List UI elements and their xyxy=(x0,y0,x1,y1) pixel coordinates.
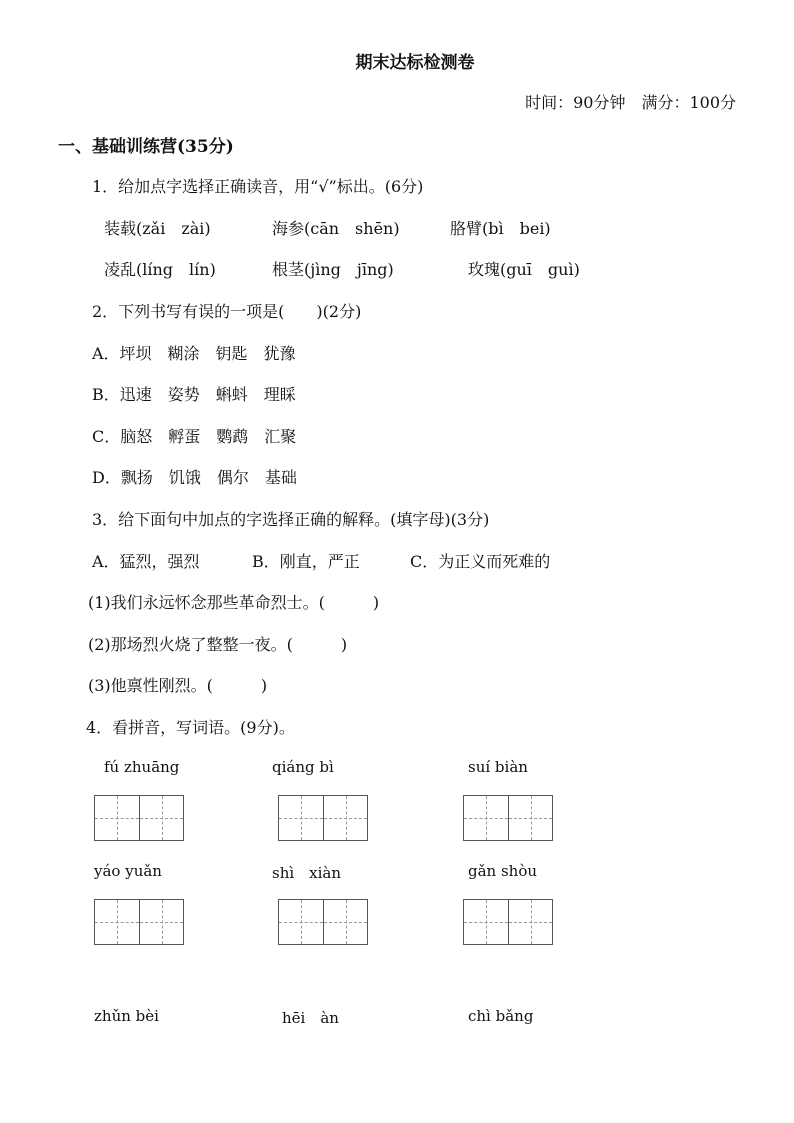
grid-cell[interactable] xyxy=(95,796,139,840)
section-heading: 一、基础训练营(35分) xyxy=(58,137,234,157)
q3-item: (2)那场烈火烧了整整一夜。( ) xyxy=(88,635,348,654)
q2-option: A．坪坝 糊涂 钥匙 犹豫 xyxy=(92,344,296,363)
q1-item: 玫瑰(guī guì) xyxy=(468,260,580,279)
q3-choice: B．刚直，严正 xyxy=(252,552,360,571)
pinyin-label: hēi àn xyxy=(282,1009,339,1027)
pinyin-label: chì bǎng xyxy=(468,1007,534,1025)
grid-cell[interactable] xyxy=(139,900,183,944)
writing-grid[interactable] xyxy=(278,795,368,841)
q2-option: B．迅速 姿势 蝌蚪 理睬 xyxy=(92,385,296,404)
q1-item: 装载(zǎi zài) xyxy=(104,219,211,238)
writing-grid[interactable] xyxy=(94,899,184,945)
grid-cell[interactable] xyxy=(139,796,183,840)
q3-choice: C．为正义而死难的 xyxy=(410,552,551,571)
writing-grid[interactable] xyxy=(278,899,368,945)
grid-cell[interactable] xyxy=(95,900,139,944)
q4-prompt: 4．看拼音，写词语。(9分)。 xyxy=(86,718,295,737)
grid-cell[interactable] xyxy=(323,900,367,944)
pinyin-label: qiáng bì xyxy=(272,758,334,776)
q1-item: 根茎(jìng jīng) xyxy=(272,260,394,279)
q1-prompt: 1．给加点字选择正确读音，用“√”标出。(6分) xyxy=(92,177,424,196)
pinyin-label: fú zhuāng xyxy=(104,758,180,776)
q2-option: D．飘扬 饥饿 偶尔 基础 xyxy=(92,468,297,487)
q3-item: (3)他禀性刚烈。( ) xyxy=(88,676,268,695)
writing-grid[interactable] xyxy=(463,899,553,945)
page-title: 期末达标检测卷 xyxy=(355,53,475,73)
writing-grid[interactable] xyxy=(94,795,184,841)
exam-meta: 时间：90分钟 满分：100分 xyxy=(525,93,736,112)
q1-item: 凌乱(líng lín) xyxy=(104,260,216,279)
grid-cell[interactable] xyxy=(508,900,552,944)
pinyin-label: zhǔn bèi xyxy=(94,1007,159,1025)
q2-option: C．脑怒 孵蛋 鹦鹉 汇聚 xyxy=(92,427,297,446)
grid-cell[interactable] xyxy=(323,796,367,840)
q1-item: 胳臂(bì bei) xyxy=(450,219,551,238)
grid-cell[interactable] xyxy=(464,796,508,840)
pinyin-label: shì xiàn xyxy=(272,864,342,882)
q1-item: 海参(cān shēn) xyxy=(272,219,400,238)
q3-item: (1)我们永远怀念那些革命烈士。( ) xyxy=(88,593,380,612)
grid-cell[interactable] xyxy=(279,900,323,944)
grid-cell[interactable] xyxy=(279,796,323,840)
pinyin-label: yáo yuǎn xyxy=(94,862,162,880)
pinyin-label: gǎn shòu xyxy=(468,862,538,880)
q3-choice: A．猛烈，强烈 xyxy=(92,552,200,571)
grid-cell[interactable] xyxy=(464,900,508,944)
q3-prompt: 3．给下面句中加点的字选择正确的解释。(填字母)(3分) xyxy=(92,510,490,529)
q2-prompt: 2．下列书写有误的一项是( )(2分) xyxy=(92,302,362,321)
writing-grid[interactable] xyxy=(463,795,553,841)
grid-cell[interactable] xyxy=(508,796,552,840)
pinyin-label: suí biàn xyxy=(468,758,528,776)
